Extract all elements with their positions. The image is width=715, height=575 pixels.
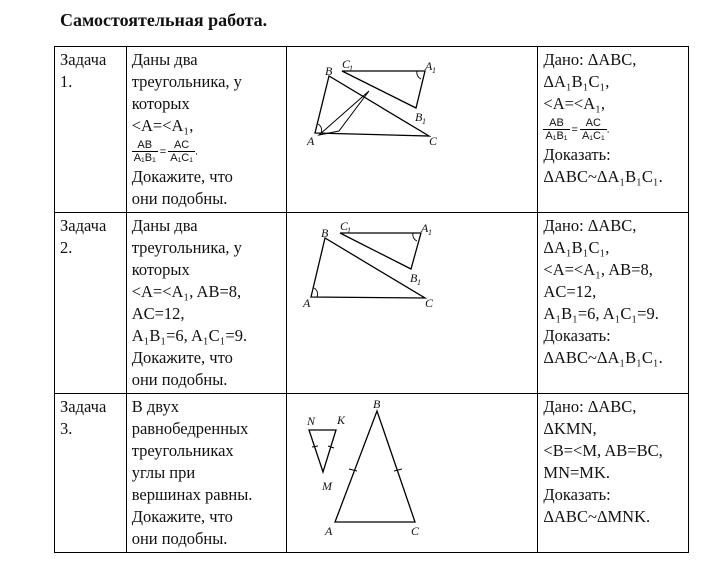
svg-text:C: C: [425, 296, 434, 310]
table-row: [55, 394, 689, 553]
svg-text:C: C: [429, 134, 438, 148]
ratio-fraction: $\frac{AB}{\text{A₁B₁}}$ = $\frac{AC}{\text{A₁C₁}}$ .: [545, 117, 610, 142]
task-condition: В двух равнобедренных треугольниках углы при вершинах равны. Докажите, что они подобны.: [126, 394, 287, 553]
svg-text:N: N: [307, 414, 316, 428]
svg-text:C: C: [411, 524, 420, 538]
svg-text:1: 1: [428, 228, 433, 237]
task-label: Задача 3.: [55, 394, 127, 553]
svg-text:A: A: [425, 59, 433, 73]
svg-text:A: A: [307, 134, 315, 148]
svg-text:1: 1: [349, 64, 354, 73]
svg-text:C: C: [340, 219, 349, 233]
svg-text:A: A: [325, 524, 333, 538]
svg-text:C: C: [342, 57, 351, 71]
svg-text:B: B: [410, 271, 418, 285]
table-row: [55, 213, 689, 394]
task-given: Дано: ΔABC, ΔA₁B₁C₁, <A=<A₁, AB=8, AC=12, A₁B₁=6, A₁C₁=9. Доказать: ΔABC~ΔA₁B₁C₁.: [538, 213, 689, 394]
triangles-figure-2: [287, 213, 531, 373]
svg-text:1: 1: [422, 117, 427, 126]
svg-text:1: 1: [432, 66, 437, 75]
task-figure: [287, 47, 538, 213]
isosceles-triangles-figure: [287, 394, 531, 546]
task-figure: [287, 213, 538, 394]
svg-text:B: B: [321, 226, 329, 240]
svg-text:A: A: [303, 296, 311, 310]
svg-text:K: K: [337, 413, 346, 427]
task-label: Задача 1.: [55, 47, 127, 213]
task-given: Дано: ΔABC, ΔA₁B₁C₁, <A=<A₁, $\frac{AB}{\text{A₁B₁}}$ = $\frac{AC}{\text{A₁C₁}}$ . Доказать: ΔABC~ΔA₁B₁C₁.: [538, 47, 689, 213]
ratio-fraction: $\frac{AB}{\text{A₁B₁}}$ = $\frac{AC}{\text{A₁C₁}}$ .: [133, 139, 199, 164]
table-row: [55, 47, 689, 213]
task-condition: Даны два треугольника, у которых <A=<A₁, AB=8, AC=12, A₁B₁=6, A₁C₁=9. Докажите, что они подобны.: [126, 213, 287, 394]
svg-text:B: B: [325, 64, 333, 78]
task-label: Задача 2.: [55, 213, 127, 394]
tasks-table: [54, 46, 689, 553]
svg-text:M: M: [322, 479, 333, 493]
svg-text:1: 1: [347, 226, 352, 235]
page-title: Самостоятельная работа.: [60, 10, 268, 30]
triangles-figure-1: [287, 47, 531, 207]
task-figure: [287, 394, 538, 553]
svg-text:A: A: [421, 221, 429, 235]
task-condition: Даны два треугольника, у которых <A=<A₁, $\frac{AB}{\text{A₁B₁}}$ = $\frac{AC}{\text{A₁C₁}}$ . Докажите, что они подобны.: [126, 47, 287, 213]
svg-text:B: B: [373, 397, 381, 411]
task-given: Дано: ΔABC, ΔKMN, <B=<M, AB=BC, MN=MK. Доказать: ΔABC~ΔMNK.: [538, 394, 689, 553]
svg-text:1: 1: [417, 278, 422, 287]
svg-text:B: B: [415, 110, 423, 124]
